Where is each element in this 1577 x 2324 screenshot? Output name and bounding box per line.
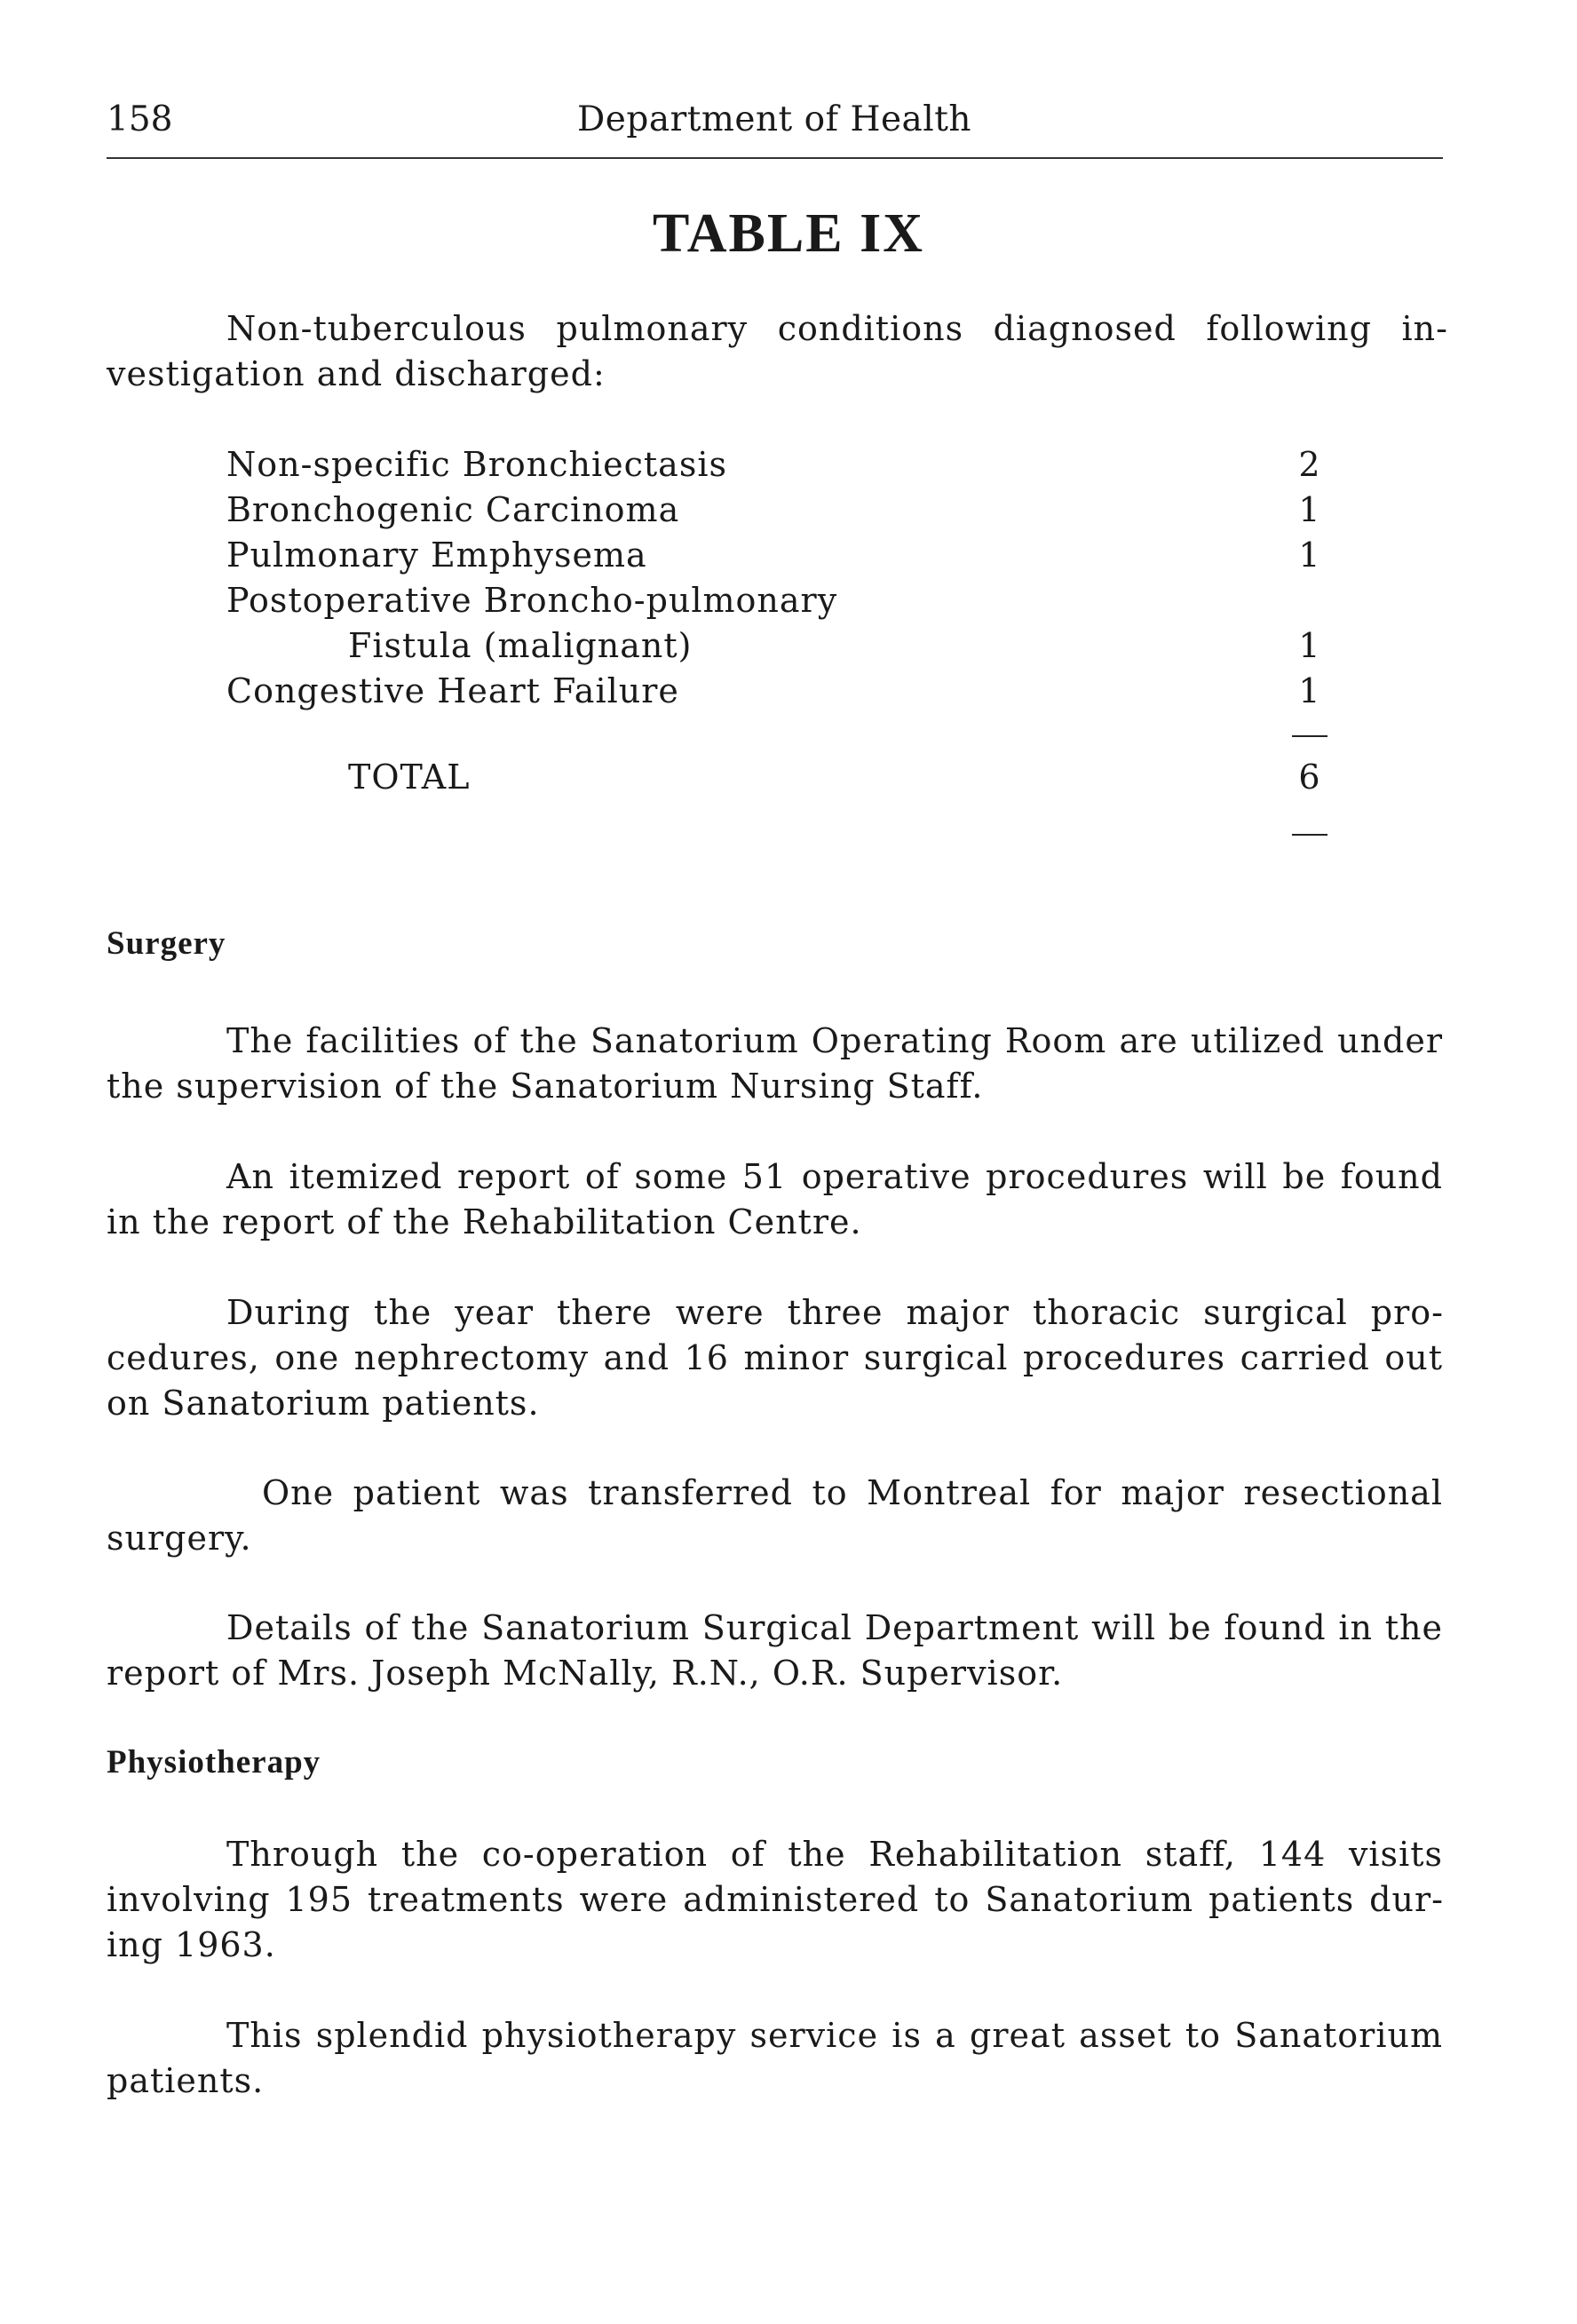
sum-rule-top — [1292, 735, 1327, 737]
table-row — [226, 442, 1327, 488]
condition-count: 1 — [1298, 671, 1321, 710]
paragraph: This splendid physiotherapy service is a great asset to Sanatorium patients. — [107, 2016, 1443, 2100]
table-row — [226, 578, 1327, 623]
table-intro: Non-tuberculous pulmonary conditions diagnosed following investigation and discharged: — [107, 309, 1447, 393]
table-row — [226, 669, 1327, 714]
total-label: TOTAL — [348, 757, 471, 797]
conditions-table — [226, 442, 1327, 797]
condition-label: Pulmonary Emphysema — [226, 535, 647, 575]
paragraph: Through the co-operation of the Rehabilitation staff, 144 visits involving 195 treatments were administered to Sanatorium patients during 1963. — [107, 1835, 1443, 1964]
section-heading-physiotherapy: Physiotherapy — [107, 1744, 321, 1781]
condition-count: 1 — [1298, 490, 1321, 529]
total-count: 6 — [1298, 757, 1321, 797]
sum-rule-bottom — [1292, 834, 1327, 836]
header-rule — [107, 157, 1443, 159]
condition-label: Postoperative Broncho-pulmonary — [226, 581, 838, 620]
paragraph: Details of the Sanatorium Surgical Department will be found in the report of Mrs. Joseph McNally, R.N., O.R. Supervisor. — [107, 1608, 1443, 1693]
total-row — [226, 755, 1327, 800]
condition-count: 2 — [1298, 445, 1321, 484]
condition-count: 1 — [1298, 535, 1321, 575]
section-heading-surgery: Surgery — [107, 925, 226, 962]
running-head: Department of Health — [577, 99, 972, 139]
table-row — [226, 488, 1327, 533]
table-row — [226, 533, 1327, 578]
condition-count: 1 — [1298, 626, 1321, 665]
table-row — [226, 623, 1327, 669]
paragraph: An itemized report of some 51 operative procedures will be found in the report of the Rehabilitation Centre. — [107, 1157, 1443, 1241]
paragraph: One patient was transferred to Montreal for major resectional surgery. — [107, 1473, 1443, 1558]
condition-label: Fistula (malignant) — [348, 626, 693, 665]
condition-label: Congestive Heart Failure — [226, 671, 679, 710]
paragraph: During the year there were three major thoracic surgical procedures, one nephrectomy and 16 minor surgical procedures carried out on Sanatorium patients. — [107, 1293, 1443, 1423]
table-title: TABLE IX — [653, 203, 924, 264]
page-header — [107, 99, 1443, 153]
page-number: 158 — [107, 99, 173, 139]
paragraph: The facilities of the Sanatorium Operating Room are utilized under the supervision of the Sanatorium Nursing Staff. — [107, 1021, 1443, 1106]
condition-label: Non-specific Bronchiectasis — [226, 445, 727, 484]
condition-label: Bronchogenic Carcinoma — [226, 490, 680, 529]
